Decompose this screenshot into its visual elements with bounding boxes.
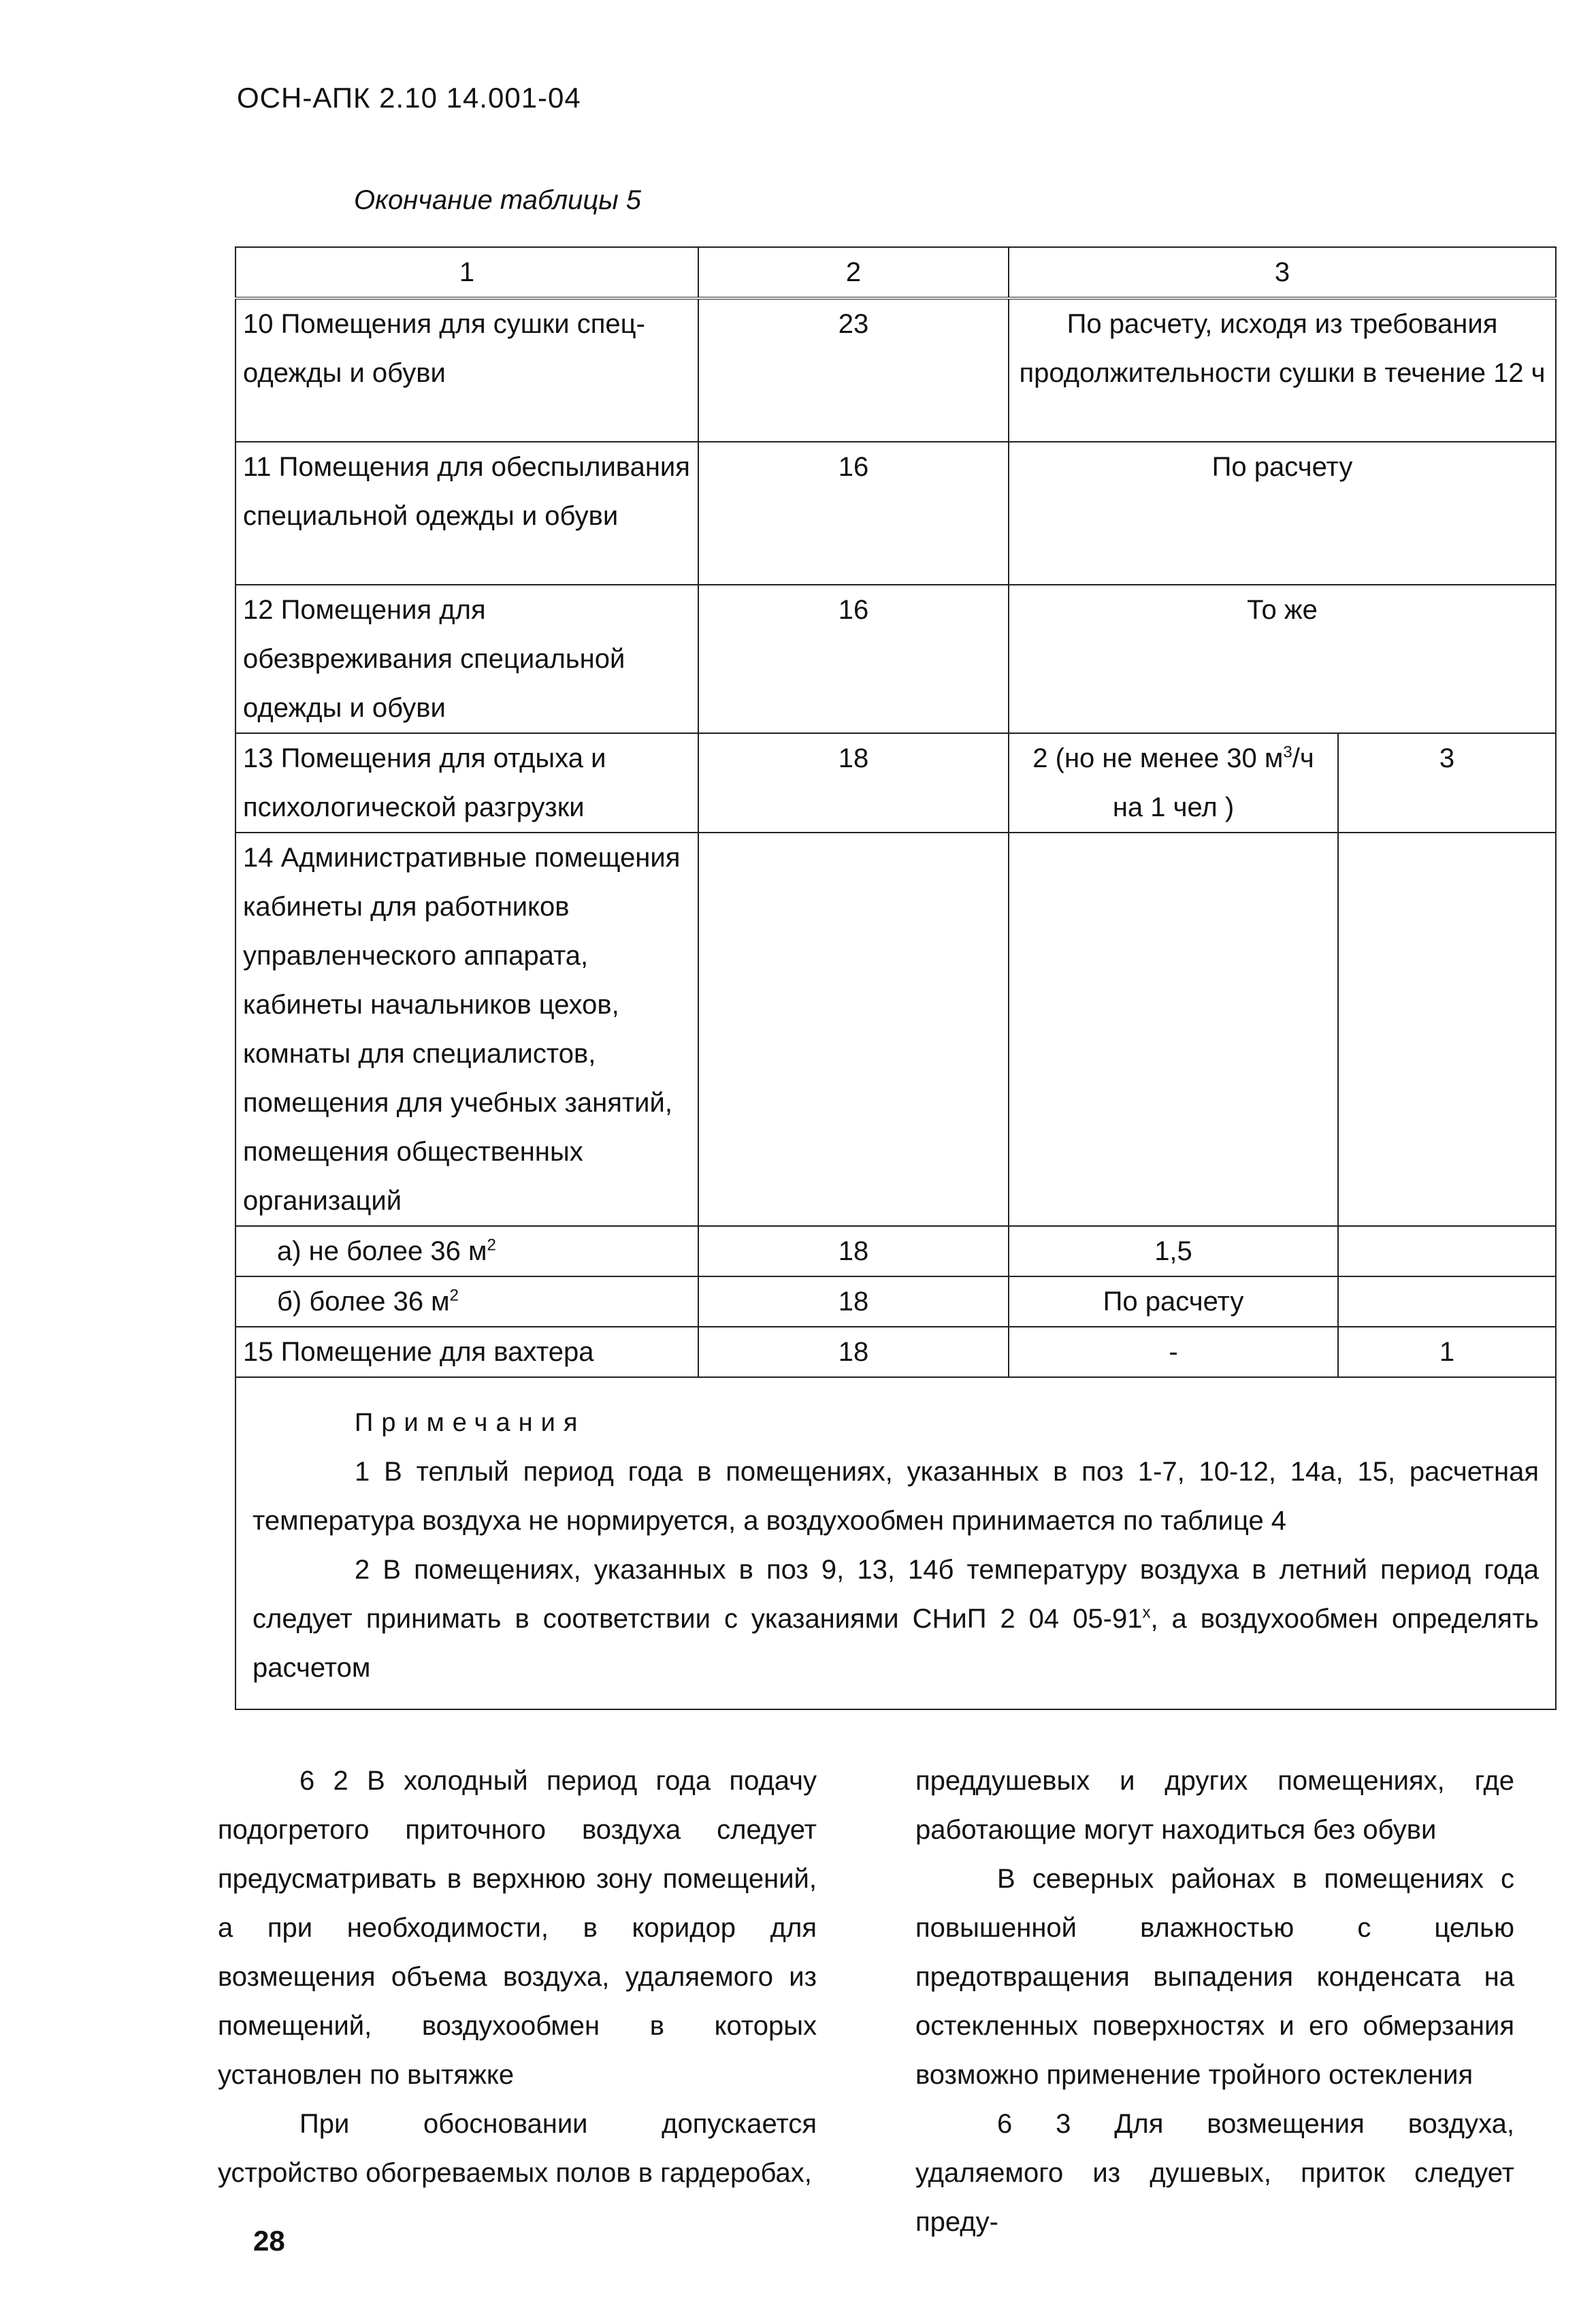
row-temp (698, 833, 1009, 1226)
row-col3: То же (1009, 585, 1556, 733)
row-temp: 16 (698, 585, 1009, 733)
note-1: 1 В теплый период года в помещениях, указанных в поз 1-7, 10-12, 14а, 15, расчетная температура воздуха не нормируется, а воздухообмен принимается по таблице 4 (253, 1457, 1539, 1536)
table-row (235, 1327, 1556, 1377)
header-col-1: 1 (235, 247, 698, 298)
paragraph: При обосновании допускается устройство обогреваемых полов в гардеробах, (218, 2109, 817, 2188)
page-number: 28 (253, 2225, 285, 2257)
notes-row (235, 1377, 1556, 1709)
row-name: 10 Помещения для сушки спец-одежды и обуви (235, 298, 698, 442)
row-name-text: б) более 36 м (277, 1287, 450, 1317)
notes-title: Примечания (355, 1408, 586, 1437)
body-column-right (915, 1756, 1514, 2246)
row-col3b: 1 (1338, 1327, 1556, 1377)
row-name (235, 1226, 698, 1276)
row-temp: 18 (698, 1327, 1009, 1377)
row-temp: 23 (698, 298, 1009, 442)
header-col-3: 3 (1009, 247, 1556, 298)
body-column-left (218, 1756, 817, 2197)
header-col-2: 2 (698, 247, 1009, 298)
row-temp: 18 (698, 1276, 1009, 1327)
paragraph: В северных районах в помещениях с повышенной влажностью с целью предотвращения выпадения конденсата на остекленных поверхностях и его обмерзания возможно применение тройного остекления (915, 1864, 1514, 2090)
row-col3b (1338, 1276, 1556, 1327)
row-col3a: 1,5 (1009, 1226, 1338, 1276)
row-col3: По расчету (1009, 442, 1556, 585)
row-col3a (1009, 833, 1338, 1226)
superscript: 3 (1283, 743, 1292, 762)
row-name (235, 1276, 698, 1327)
row-col3: По расчету, исходя из требования продолжительности сушки в течение 12 ч (1009, 298, 1556, 442)
row-col3b (1338, 833, 1556, 1226)
superscript: 2 (449, 1286, 459, 1305)
row-col3b (1338, 1226, 1556, 1276)
row-name-text: а) не более 36 м (277, 1236, 487, 1266)
row-name: 14 Административные помещения кабинеты для работников управленческого аппарата, кабинеты начальников цехов, комнаты для специалистов, помещения для учебных занятий, помещения общественных организаций (235, 833, 698, 1226)
paragraph: преддушевых и других помещениях, где работающие могут находиться без обуви (915, 1766, 1514, 1845)
document-code: ОСН-АПК 2.10 14.001-04 (237, 82, 581, 114)
row-temp: 18 (698, 733, 1009, 833)
table-row (235, 1276, 1556, 1327)
superscript: 2 (487, 1236, 496, 1255)
row-col3a: По расчету (1009, 1276, 1338, 1327)
paragraph: 6 3 Для возмещения воздуха, удаляемого из душевых, приток следует преду- (915, 2109, 1514, 2237)
row-col3a: - (1009, 1327, 1338, 1377)
table-row (235, 442, 1556, 585)
row-temp: 16 (698, 442, 1009, 585)
note-2 (253, 1545, 1539, 1692)
table-row (235, 733, 1556, 833)
row-col3b: 3 (1338, 733, 1556, 833)
table-caption: Окончание таблицы 5 (354, 185, 642, 215)
row-name: 11 Помещения для обеспыливания специальной одежды и обуви (235, 442, 698, 585)
table-row (235, 833, 1556, 1226)
superscript: х (1142, 1603, 1151, 1622)
table-row (235, 298, 1556, 442)
paragraph: 6 2 В холодный период года подачу подогретого приточного воздуха следует предусматривать в верхнюю зону помещений, а при необходимости, в коридор для возмещения объема воздуха, удаляемого из помещений, воздухообмен в которых установлен по вытяжке (218, 1766, 817, 2090)
notes-cell (235, 1377, 1556, 1709)
row-name: 15 Помещение для вахтера (235, 1327, 698, 1377)
table-row (235, 1226, 1556, 1276)
table-header-row (235, 247, 1556, 298)
row-name: 13 Помещения для отдыха и психологической разгрузки (235, 733, 698, 833)
note-2-text-post: , а воздухообмен определять расчетом (253, 1604, 1539, 1683)
row-temp: 18 (698, 1226, 1009, 1276)
col3a-text: 2 (но не менее 30 м (1032, 743, 1284, 773)
row-name: 12 Помещения для обезвреживания специальной одежды и обуви (235, 585, 698, 733)
table-row (235, 585, 1556, 733)
norms-table (235, 246, 1557, 1710)
note-2-text: 2 В помещениях, указанных в поз 9, 13, 14б температуру воздуха в летний период года следует принимать в соответствии с указаниями СНиП 2 04 05-91 (253, 1555, 1539, 1634)
row-col3a (1009, 733, 1338, 833)
col3a-text-post: /ч на 1 чел ) (1112, 743, 1314, 822)
